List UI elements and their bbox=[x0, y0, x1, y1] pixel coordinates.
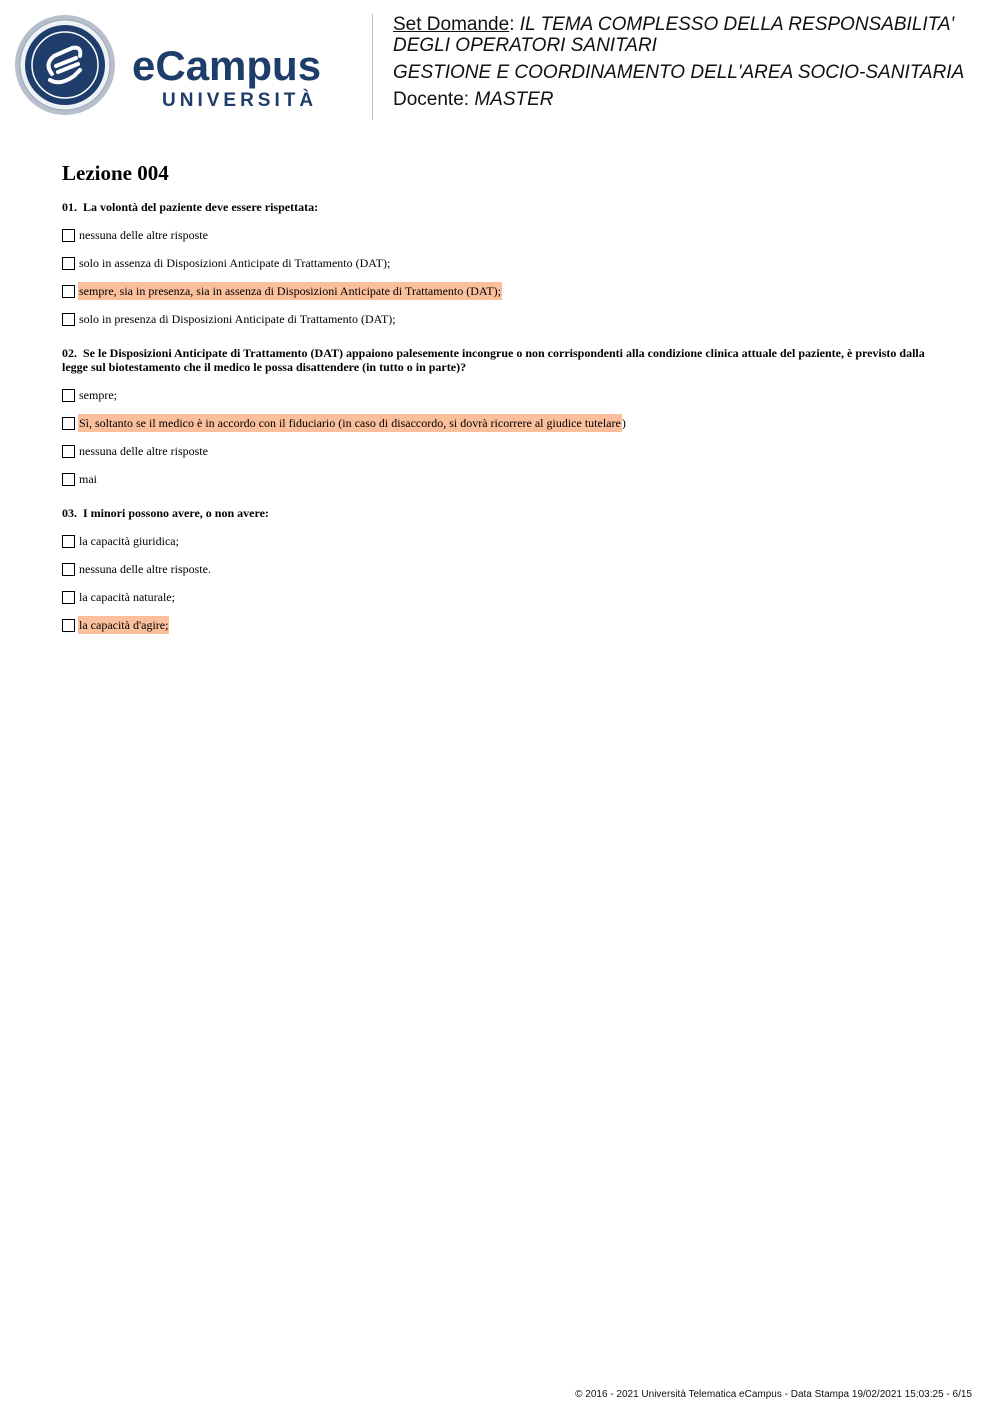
answer-option[interactable] bbox=[62, 532, 942, 550]
header-divider bbox=[372, 14, 373, 120]
header-info bbox=[393, 14, 993, 110]
answer-checkbox[interactable] bbox=[62, 257, 75, 270]
page-header bbox=[0, 0, 1000, 130]
answer-checkbox[interactable] bbox=[62, 313, 75, 326]
set-title-line1: IL TEMA COMPLESSO DELLA RESPONSABILITA' bbox=[519, 14, 955, 35]
page-footer: © 2016 - 2021 Università Telematica eCampus - Data Stampa 19/02/2021 15:03:25 - 6/15 bbox=[575, 1389, 972, 1400]
answer-option[interactable] bbox=[62, 470, 942, 488]
correct-answer-label: Sì, soltanto se il medico è in accordo con il fiduciario (in caso di disaccordo, si dovrà ricorrere al giudice tutelare bbox=[79, 416, 621, 430]
correct-answer-label: sempre, sia in presenza, sia in assenza di Disposizioni Anticipate di Trattamento (DAT); bbox=[79, 284, 501, 298]
question-text bbox=[62, 346, 942, 374]
answer-checkbox[interactable] bbox=[62, 535, 75, 548]
answer-option[interactable] bbox=[62, 254, 942, 272]
correct-answer-label: la capacità d'agire; bbox=[79, 618, 169, 632]
answer-label: mai bbox=[79, 472, 97, 486]
answer-label: nessuna delle altre risposte. bbox=[79, 562, 211, 576]
answer-checkbox[interactable] bbox=[62, 229, 75, 242]
answer-option[interactable] bbox=[62, 414, 942, 432]
answer-label: la capacità naturale; bbox=[79, 590, 175, 604]
answer-option[interactable] bbox=[62, 588, 942, 606]
ecampus-seal-logo bbox=[14, 14, 116, 116]
question-text bbox=[62, 200, 942, 214]
question-number: 01. bbox=[62, 200, 77, 214]
question-text bbox=[62, 506, 942, 520]
lesson-title: Lezione 004 bbox=[62, 161, 169, 185]
answer-checkbox[interactable] bbox=[62, 285, 75, 298]
question-3 bbox=[62, 506, 942, 634]
ecampus-wordmark-logo bbox=[130, 40, 360, 112]
answer-option[interactable] bbox=[62, 560, 942, 578]
answer-option[interactable] bbox=[62, 616, 942, 634]
teacher-name: MASTER bbox=[474, 89, 554, 110]
question-number: 03. bbox=[62, 506, 77, 520]
answer-checkbox[interactable] bbox=[62, 473, 75, 486]
answer-label: solo in presenza di Disposizioni Anticipate di Trattamento (DAT); bbox=[79, 312, 396, 326]
logo-subtitle: UNIVERSITÀ bbox=[162, 90, 318, 111]
answer-label: nessuna delle altre risposte bbox=[79, 228, 208, 242]
question-1 bbox=[62, 200, 942, 328]
question-prompt: Se le Disposizioni Anticipate di Trattamento (DAT) appaiono palesemente incongrue o non corrispondenti alla condizione clinica attuale del paziente, è previsto dalla legge sul biotestamento che il medico le possa disattendere (in tutto o in parte)? bbox=[62, 346, 925, 374]
question-list bbox=[62, 200, 942, 634]
logo-name: eCampus bbox=[132, 42, 322, 89]
answer-checkbox[interactable] bbox=[62, 389, 75, 402]
answer-checkbox[interactable] bbox=[62, 445, 75, 458]
answer-option[interactable] bbox=[62, 226, 942, 244]
answer-option[interactable] bbox=[62, 282, 942, 300]
answer-label: nessuna delle altre risposte bbox=[79, 444, 208, 458]
question-number: 02. bbox=[62, 346, 77, 360]
answer-option[interactable] bbox=[62, 442, 942, 460]
answer-label-suffix: ) bbox=[621, 416, 626, 430]
question-prompt: I minori possono avere, o non avere: bbox=[83, 506, 269, 520]
answer-checkbox[interactable] bbox=[62, 591, 75, 604]
set-label: Set Domande bbox=[393, 14, 510, 35]
question-2 bbox=[62, 346, 942, 488]
answer-option[interactable] bbox=[62, 310, 942, 328]
question-prompt: La volontà del paziente deve essere rispettata: bbox=[83, 200, 319, 214]
teacher-label: Docente: bbox=[393, 89, 470, 110]
answer-label: sempre; bbox=[79, 388, 117, 402]
set-title-line: Set Domande: IL TEMA COMPLESSO DELLA RESPONSABILITA' bbox=[393, 14, 955, 35]
answer-checkbox[interactable] bbox=[62, 619, 75, 632]
answer-checkbox[interactable] bbox=[62, 563, 75, 576]
answer-label: solo in assenza di Disposizioni Anticipate di Trattamento (DAT); bbox=[79, 256, 391, 270]
course-title: GESTIONE E COORDINAMENTO DELL'AREA SOCIO-SANITARIA bbox=[393, 62, 965, 83]
set-title-line2: DEGLI OPERATORI SANITARI bbox=[393, 35, 657, 56]
answer-label: la capacità giuridica; bbox=[79, 534, 179, 548]
teacher-line bbox=[393, 89, 993, 110]
lesson-content bbox=[62, 160, 942, 652]
answer-option[interactable] bbox=[62, 386, 942, 404]
answer-checkbox[interactable] bbox=[62, 417, 75, 430]
